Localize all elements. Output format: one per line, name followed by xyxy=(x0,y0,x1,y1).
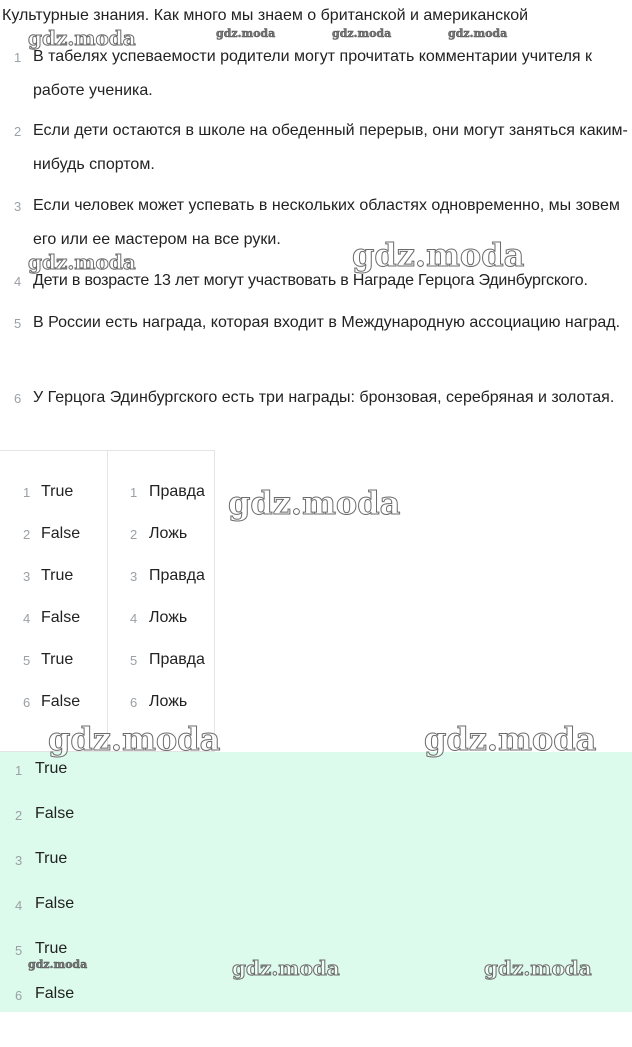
answer-row xyxy=(0,850,632,872)
row-number: 6 xyxy=(23,695,31,710)
watermark: gdz.moda xyxy=(228,484,401,522)
watermark: gdz.moda xyxy=(352,236,525,274)
row-number: 4 xyxy=(23,611,31,626)
row-number: 1 xyxy=(23,485,31,500)
table-row xyxy=(108,567,214,587)
row-value: True xyxy=(41,651,74,668)
question-text: В России есть награда, которая входит в Международную ассоциацию наград. xyxy=(33,314,621,331)
question-text: Дети в возрасте 13 лет могут участвовать в Награде Герцога Эдинбургского. xyxy=(33,272,588,289)
answer-value: False xyxy=(35,805,75,822)
watermark: gdz.moda xyxy=(48,720,221,758)
watermark: gdz.moda xyxy=(28,250,136,274)
question-text: В табелях успеваемости родители могут прочитать комментарии учителя к работе ученика. xyxy=(33,48,593,99)
answer-block xyxy=(0,752,632,1012)
table-russian xyxy=(107,450,215,752)
question-number: 3 xyxy=(14,199,22,214)
question-text: Если человек может успевать в нескольких областях одновременно, мы зовем его или ее мастером на все руки. xyxy=(33,197,620,248)
row-value: Правда xyxy=(149,567,205,584)
answer-value: True xyxy=(35,940,68,957)
question-text: У Герцога Эдинбургского есть три награды: бронзовая, серебряная и золотая. xyxy=(33,389,615,406)
row-value: Ложь xyxy=(149,525,188,542)
row-value: False xyxy=(41,609,81,626)
answer-row xyxy=(0,760,632,782)
answer-row xyxy=(0,895,632,917)
row-value: True xyxy=(41,567,74,584)
question-text: Если дети остаются в школе на обеденный перерыв, они могут заняться каким-нибудь спортом. xyxy=(33,122,628,173)
table-row xyxy=(0,567,107,587)
row-value: False xyxy=(41,693,81,710)
watermark: gdz.moda xyxy=(332,27,392,40)
row-number: 3 xyxy=(130,569,138,584)
answer-row xyxy=(0,805,632,827)
table-row xyxy=(108,525,214,545)
table-row xyxy=(0,525,107,545)
answer-number: 1 xyxy=(15,763,23,778)
watermark: gdz.moda xyxy=(28,26,136,50)
table-row xyxy=(108,483,214,503)
table-row xyxy=(0,609,107,629)
answer-number: 5 xyxy=(15,943,23,958)
row-number: 3 xyxy=(23,569,31,584)
row-value: Правда xyxy=(149,483,205,500)
table-english xyxy=(0,450,108,752)
row-number: 2 xyxy=(23,527,31,542)
answer-row xyxy=(0,940,632,962)
answer-value: False xyxy=(35,985,75,1002)
row-value: False xyxy=(41,525,81,542)
watermark: gdz.moda xyxy=(424,720,597,758)
row-number: 5 xyxy=(130,653,138,668)
question-number: 2 xyxy=(14,124,22,139)
row-number: 5 xyxy=(23,653,31,668)
row-number: 6 xyxy=(130,695,138,710)
row-number: 4 xyxy=(130,611,138,626)
table-row xyxy=(0,693,107,713)
watermark: gdz.moda xyxy=(232,956,340,980)
table-row xyxy=(0,651,107,671)
question-number: 5 xyxy=(14,316,22,331)
table-row xyxy=(0,483,107,503)
answer-number: 2 xyxy=(15,808,23,823)
answer-number: 3 xyxy=(15,853,23,868)
answer-row xyxy=(0,985,632,1007)
row-value: Правда xyxy=(149,651,205,668)
row-value: True xyxy=(41,483,74,500)
answer-value: True xyxy=(35,850,68,867)
answer-number: 4 xyxy=(15,898,23,913)
table-row xyxy=(108,651,214,671)
row-value: Ложь xyxy=(149,609,188,626)
watermark: gdz.moda xyxy=(448,27,508,40)
table-row xyxy=(108,609,214,629)
watermark: gdz.moda xyxy=(28,958,88,971)
row-number: 1 xyxy=(130,485,138,500)
watermark: gdz.moda xyxy=(484,956,592,980)
question-number: 6 xyxy=(14,391,22,406)
answer-value: False xyxy=(35,895,75,912)
question-number: 4 xyxy=(14,274,22,289)
watermark: gdz.moda xyxy=(216,27,276,40)
row-value: Ложь xyxy=(149,693,188,710)
answer-number: 6 xyxy=(15,988,23,1003)
answer-value: True xyxy=(35,760,68,777)
question-number: 1 xyxy=(14,50,22,65)
page-title: Культурные знания. Как много мы знаем о британской и американской xyxy=(2,7,529,24)
row-number: 2 xyxy=(130,527,138,542)
table-row xyxy=(108,693,214,713)
